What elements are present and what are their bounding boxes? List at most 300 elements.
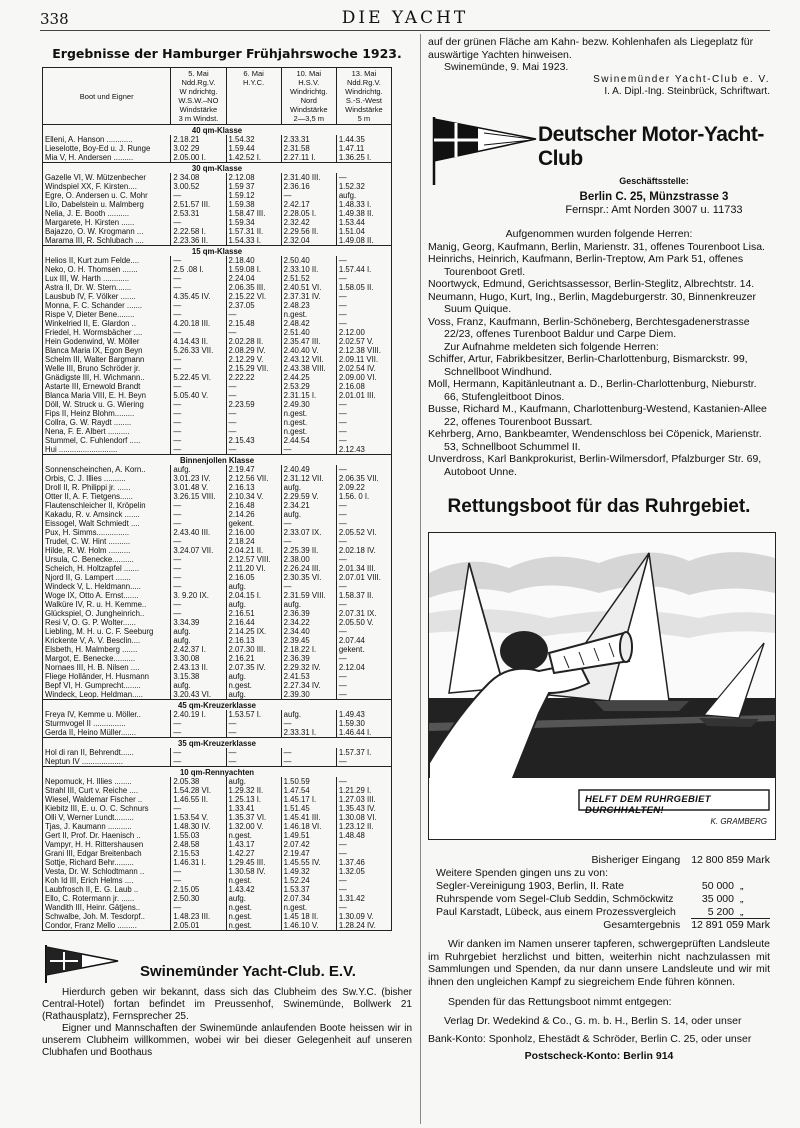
boat-owner-cell: Njord II, G. Lampert ....... <box>43 573 171 582</box>
table-row <box>43 519 392 528</box>
class-heading: 40 qm-Klasse <box>43 125 392 136</box>
race-time-cell: — <box>336 173 391 182</box>
race-time-cell: — <box>336 409 391 418</box>
race-time-cell: 2.34.40 <box>281 627 336 636</box>
race-time-cell: — <box>171 867 226 876</box>
results-body <box>43 125 392 931</box>
race-time-cell: 1.48.48 <box>336 831 391 840</box>
boat-owner-cell: Gert II, Prof. Dr. Haenisch .. <box>43 831 171 840</box>
race-time-cell: 1.53.37 <box>281 885 336 894</box>
table-row <box>43 858 392 867</box>
race-time-cell: 2.43.38 VIII. <box>281 364 336 373</box>
table-row <box>43 483 392 492</box>
table-row <box>43 382 392 391</box>
race-time-cell: 2.07.35 IV. <box>226 663 281 672</box>
race-time-cell: aufg. <box>226 690 281 700</box>
boat-owner-cell: Egre, O. Andersen u. C. Mohr <box>43 191 171 200</box>
race-time-cell: 1.35.37 VI. <box>226 813 281 822</box>
boat-owner-cell: Lilo, Dabelstein u. Malmberg <box>43 200 171 209</box>
race-time-cell: — <box>171 757 226 767</box>
race-time-cell: 2.05.50 V. <box>336 618 391 627</box>
race-time-cell: 1.57.31 II. <box>226 227 281 236</box>
boat-owner-cell: Blanca Maria IX, Egon Beyn <box>43 346 171 355</box>
race-time-cell: 2.15.05 <box>171 885 226 894</box>
table-row <box>43 144 392 153</box>
race-time-cell: 1.51.45 <box>281 804 336 813</box>
race-time-cell: aufg. <box>281 510 336 519</box>
race-time-cell: 1.36.25 I. <box>336 153 391 163</box>
dmyc-address: Berlin C. 25, Münzstrasse 3 <box>579 191 729 203</box>
table-row <box>43 265 392 274</box>
race-time-cell: 2.42.37 I. <box>171 645 226 654</box>
race-time-cell: 2.23.36 II. <box>171 236 226 246</box>
race-time-cell: 2.18.24 <box>226 537 281 546</box>
table-row <box>43 337 392 346</box>
donation-amount: 35 000 <box>701 893 734 905</box>
race-time-cell: 2.16.48 <box>226 501 281 510</box>
race-time-cell: 2.22.22 <box>226 373 281 382</box>
race-time-cell: 1.53.54 V. <box>171 813 226 822</box>
boat-owner-cell: Koh Id III, Erich Helms .... <box>43 876 171 885</box>
race-time-cell: 2.02.28 II. <box>226 337 281 346</box>
race-time-cell: aufg. <box>281 483 336 492</box>
race-time-cell: 2.36.16 <box>281 182 336 191</box>
table-row <box>43 283 392 292</box>
table-row <box>43 364 392 373</box>
boat-owner-cell: Winkelried II, E. Glardon .. <box>43 319 171 328</box>
table-row <box>43 292 392 301</box>
race-time-cell: 2.02.18 IV. <box>336 546 391 555</box>
boat-owner-cell: Neko, O. H. Thomsen ....... <box>43 265 171 274</box>
race-time-cell: 2.24.04 <box>226 274 281 283</box>
table-row <box>43 218 392 227</box>
table-row <box>43 894 392 903</box>
race-time-cell: 3.20.43 VI. <box>171 690 226 700</box>
table-row <box>43 427 392 436</box>
race-time-cell: 1.42.27 <box>226 849 281 858</box>
race-time-cell: 2.09.22 <box>336 483 391 492</box>
race-time-cell: n.gest. <box>226 876 281 885</box>
boat-owner-cell: Lux III, W. Harth ............ <box>43 274 171 283</box>
boat-owner-cell: Scheich, H. Holtzapfel ....... <box>43 564 171 573</box>
boat-owner-cell: Stummel, C. Fuhlendorf ..... <box>43 436 171 445</box>
boat-owner-cell: Bajazzo, O. W. Krogmann ... <box>43 227 171 236</box>
boat-owner-cell: Elleni, A. Hanson ............ <box>43 135 171 144</box>
table-row <box>43 645 392 654</box>
dmyc-flag-icon <box>428 115 538 185</box>
table-row <box>43 786 392 795</box>
grand-total-row <box>428 919 770 932</box>
race-time-cell: 2.05.52 VI. <box>336 528 391 537</box>
race-time-cell: 1.52.24 <box>281 876 336 885</box>
race-time-cell: — <box>336 849 391 858</box>
race-time-cell: 3.02 29 <box>171 144 226 153</box>
race-time-cell: — <box>336 465 391 474</box>
race-time-cell: 1.59.34 <box>226 218 281 227</box>
boat-owner-cell: Nornaes III, H. B. Nilsen .... <box>43 663 171 672</box>
race-time-cell: 1.35.43 IV. <box>336 804 391 813</box>
race-time-cell: 2.12.56 VII. <box>226 474 281 483</box>
boat-owner-cell: Flautenschleicher II, Kröpelin <box>43 501 171 510</box>
race-time-cell: 2.31.12 VII. <box>281 474 336 483</box>
race-time-cell: 2.07.42 <box>281 840 336 849</box>
race-time-cell: 2.05.01 <box>171 921 226 931</box>
boat-owner-cell: Krickente V, A. V. Besclin.... <box>43 636 171 645</box>
donations-receiver: Spenden für das Rettungsboot nimmt entgegen: <box>448 996 672 1008</box>
boat-owner-cell: Blanca Maria VIII, E. H. Beyn <box>43 391 171 400</box>
race-time-cell: — <box>171 409 226 418</box>
race-time-cell: 5.05.40 V. <box>171 391 226 400</box>
race-time-cell: 2.12.38 VIII. <box>336 346 391 355</box>
swc-signature-club: Swinemünder Yacht-Club e. V. <box>593 73 770 85</box>
race-time-cell: — <box>226 719 281 728</box>
race-time-cell: 3.30.08 <box>171 654 226 663</box>
race-time-cell: 1.55.03 <box>171 831 226 840</box>
boat-owner-cell: Nena, F. E. Albert .......... <box>43 427 171 436</box>
race-time-cell: 2.14.25 IX. <box>226 627 281 636</box>
race-time-cell: 2.40.40 V. <box>281 346 336 355</box>
boat-owner-cell: Gazelle VI, W. Mützenbecher <box>43 173 171 182</box>
race-time-cell: — <box>226 418 281 427</box>
table-row <box>43 710 392 719</box>
race-time-cell: n.gest. <box>226 681 281 690</box>
boat-owner-cell: Nelia, J. E. Booth .......... <box>43 209 171 218</box>
race-time-cell: 1.48.23 III. <box>171 912 226 921</box>
boat-owner-cell: Welle III, Bruno Schröder jr. <box>43 364 171 373</box>
race-time-cell: aufg. <box>171 681 226 690</box>
race-time-cell: 1.58.37 II. <box>336 591 391 600</box>
race-time-cell: aufg. <box>281 600 336 609</box>
boat-owner-cell: Liebling, M. H. u. C. F. Seeburg <box>43 627 171 636</box>
race-time-cell: 3. 9.20 IX. <box>171 591 226 600</box>
race-time-cell: — <box>336 418 391 427</box>
table-row <box>43 236 392 246</box>
boat-owner-cell: Friedel, H. Wormsbächer .... <box>43 328 171 337</box>
class-heading-row <box>43 455 392 466</box>
race-time-cell: 2.44.25 <box>281 373 336 382</box>
race-time-cell: 3.24.07 VII. <box>171 546 226 555</box>
race-time-cell: 2.16.13 <box>226 636 281 645</box>
race-time-cell: n.gest. <box>226 903 281 912</box>
page-number: 338 <box>40 10 69 28</box>
boat-owner-cell: Neptun IV ................... <box>43 757 171 767</box>
table-row <box>43 813 392 822</box>
race-time-cell: 2.19.47 <box>226 465 281 474</box>
dmyc-applied-list <box>428 353 770 478</box>
boat-owner-cell: Elsbeth, H. Malmberg ....... <box>43 645 171 654</box>
table-row <box>43 135 392 144</box>
boat-owner-cell: Kakadu, R. v. Amsinck ....... <box>43 510 171 519</box>
table-row <box>43 227 392 236</box>
class-heading: Binnenjollen Klasse <box>43 455 392 466</box>
race-time-cell: — <box>336 427 391 436</box>
rettung-title: Rettungsboot für das Ruhrgebiet. <box>447 496 751 517</box>
rettung-illustration <box>428 532 776 840</box>
race-time-cell: — <box>336 519 391 528</box>
race-time-cell: 1.50.59 <box>281 777 336 786</box>
boat-owner-cell: Bepf VI, H. Gumprecht........ <box>43 681 171 690</box>
race-time-cell: 1.48.30 IV. <box>171 822 226 831</box>
race-time-cell: n.gest. <box>226 831 281 840</box>
race-time-cell: — <box>171 328 226 337</box>
race-time-cell: — <box>171 364 226 373</box>
race-time-cell: 2.37.05 <box>226 301 281 310</box>
member-entry: Manig, Georg, Kaufmann, Berlin, Marienstr. 31, offenes Tourenboot Lisa. <box>428 240 765 253</box>
race-time-cell: — <box>171 436 226 445</box>
boat-owner-cell: Schwalbe, Joh. M. Tesdorpf.. <box>43 912 171 921</box>
boat-owner-cell: Pux, H. Simms............... <box>43 528 171 537</box>
class-heading-row <box>43 767 392 778</box>
race-time-cell: 2.12.04 <box>336 663 391 672</box>
donation-name: Segler-Vereinigung 1903, Berlin, II. Rate <box>436 880 624 892</box>
table-row <box>43 822 392 831</box>
donations-block <box>428 854 770 1062</box>
race-time-cell: 2.05.38 <box>171 777 226 786</box>
race-time-cell: — <box>171 501 226 510</box>
boat-owner-cell: Gerda II, Heino Müller....... <box>43 728 171 738</box>
race-time-cell: 1.45.17 I. <box>281 795 336 804</box>
swc-paragraph-1: Hierdurch geben wir bekannt, dass sich das Clubheim des Sw.Y.C. (bisher Central-Hotel) fortan befindet im Preussenhof, Swinemünde, Bollwerk 21 (Rathausplatz), Fernsprecher 25. <box>42 987 412 1022</box>
race-time-cell: 2.27.34 IV. <box>281 681 336 690</box>
race-time-cell: 1.29.45 III. <box>226 858 281 867</box>
class-heading: 30 qm-Klasse <box>43 163 392 174</box>
class-heading-row <box>43 125 392 136</box>
race-time-cell: 2.12.57 VIII. <box>226 555 281 564</box>
boat-owner-cell: Lausbub IV, F. Völker ....... <box>43 292 171 301</box>
race-time-cell: 2.09.11 VII. <box>336 355 391 364</box>
boat-owner-cell: Nepomuck, H. Illies ........ <box>43 777 171 786</box>
race-time-cell: 1.47.11 <box>336 144 391 153</box>
race-time-cell: 2.23.59 <box>226 400 281 409</box>
col-head-race: 5. Mai Ndd.Rg.V. W ndrichtg. W.S.W.–NO Windstärke 3 m Windst. <box>171 68 226 125</box>
boat-owner-cell: Hein Godenwind, W. Möller <box>43 337 171 346</box>
table-row <box>43 191 392 200</box>
boat-owner-cell: Margarete, H. Kirsten ...... <box>43 218 171 227</box>
swc-date: Swinemünde, 9. Mai 1923. <box>444 61 569 73</box>
boat-owner-cell: Walküre IV, R. u. H. Kemme.. <box>43 600 171 609</box>
dmyc-accepted-intro: Aufgenommen wurden folgende Herren: <box>505 228 693 240</box>
race-time-cell: aufg. <box>171 465 226 474</box>
member-entry: Voss, Franz, Kaufmann, Berlin-Schöneberg, Berchtesgadenerstrasse 22/23, offenes Turenboot Baldur und Carpe Diem. <box>428 315 750 340</box>
race-time-cell: 2.14.26 <box>226 510 281 519</box>
race-time-cell: 2.29.59 V. <box>281 492 336 501</box>
race-time-cell: 2.12.29 V. <box>226 355 281 364</box>
boat-owner-cell: Condor, Franz Mello ......... <box>43 921 171 931</box>
race-time-cell: 2.28.05 I. <box>281 209 336 218</box>
table-row <box>43 510 392 519</box>
race-time-cell: 2.01.01 III. <box>336 391 391 400</box>
race-time-cell: 2.15.22 VI. <box>226 292 281 301</box>
race-time-cell: — <box>336 672 391 681</box>
race-time-cell: — <box>281 191 336 200</box>
boat-owner-cell: Astarte III, Ernewold Brandt <box>43 382 171 391</box>
boat-owner-cell: Wandith III, Heinr. Gätjens.. <box>43 903 171 912</box>
race-time-cell: 1.46.31 I. <box>171 858 226 867</box>
race-time-cell: 2.48.58 <box>171 840 226 849</box>
table-row <box>43 831 392 840</box>
race-time-cell: 2.18.22 I. <box>281 645 336 654</box>
race-time-cell: 2.25.39 II. <box>281 546 336 555</box>
table-row <box>43 564 392 573</box>
results-header-row <box>43 68 392 125</box>
race-time-cell: — <box>336 319 391 328</box>
race-time-cell: 4.35.45 IV. <box>171 292 226 301</box>
race-time-cell: — <box>171 903 226 912</box>
boat-owner-cell: Kiebitz III, E. u. O. C. Schnurs <box>43 804 171 813</box>
boat-owner-cell: Döll, W. Struck u. G. Wiering <box>43 400 171 409</box>
table-row <box>43 777 392 786</box>
race-time-cell: n.gest. <box>281 418 336 427</box>
table-row <box>43 256 392 265</box>
table-row <box>43 436 392 445</box>
swc-paragraph-2: Eigner und Mannschaften der Swinemünde anlaufenden Boote heissen wir in unserem Clubheim willkommen, wobei wir bei dieser Gelegenheit auf unseren Clubhafen und Boothaus <box>42 1023 412 1058</box>
race-time-cell: — <box>336 292 391 301</box>
boat-owner-cell: Olli V, Werner Lundt......... <box>43 813 171 822</box>
race-time-cell: 2.12.08 <box>226 173 281 182</box>
boat-owner-cell: Monna, F. C. Schander ....... <box>43 301 171 310</box>
bank-line: Bank-Konto: Sponholz, Ehestädt & Schröder, Berlin C. 25, oder unser <box>428 1033 752 1045</box>
donation-name: Paul Karstadt, Lübeck, aus einem Prozessvergleich <box>436 906 676 918</box>
race-time-cell: — <box>336 885 391 894</box>
race-time-cell: gekent. <box>226 519 281 528</box>
race-time-cell: 2.07.30 III. <box>226 645 281 654</box>
race-time-cell: 2.16.13 <box>226 483 281 492</box>
race-time-cell: 1.58.05 II. <box>336 283 391 292</box>
race-time-cell: 2.40.19 I. <box>171 710 226 719</box>
race-time-cell: — <box>336 681 391 690</box>
member-entry: Noortwyck, Edmund, Gerichtsassessor, Berlin-Steglitz, Albrechtstr. 14. <box>428 278 755 290</box>
race-time-cell: — <box>171 609 226 618</box>
race-time-cell: 2.53.29 <box>281 382 336 391</box>
table-row <box>43 903 392 912</box>
race-time-cell: 2.43.40 III. <box>171 528 226 537</box>
race-time-cell: 2.02.54 IV. <box>336 364 391 373</box>
race-time-cell: 1.46.44 I. <box>336 728 391 738</box>
race-time-cell: — <box>281 582 336 591</box>
boat-owner-cell: Rispe V, Dieter Bene........ <box>43 310 171 319</box>
race-time-cell: — <box>281 748 336 757</box>
table-row <box>43 173 392 182</box>
race-time-cell: — <box>171 537 226 546</box>
race-time-cell: aufg. <box>226 777 281 786</box>
race-time-cell: — <box>336 903 391 912</box>
table-row <box>43 200 392 209</box>
race-time-cell: 1.33.41 <box>226 804 281 813</box>
race-time-cell: 2.29.32 IV. <box>281 663 336 672</box>
race-time-cell: — <box>281 719 336 728</box>
boat-owner-cell: Eissogel, Walt Schmiedt .... <box>43 519 171 528</box>
donation-list <box>428 880 770 919</box>
boat-owner-cell: Windeck V, L. Heldmann..... <box>43 582 171 591</box>
table-row <box>43 627 392 636</box>
race-time-cell: 2.19.47 <box>281 849 336 858</box>
race-time-cell: 2.41.53 <box>281 672 336 681</box>
table-row <box>43 528 392 537</box>
race-time-cell: — <box>336 876 391 885</box>
race-time-cell: 1.53.57 I. <box>226 710 281 719</box>
table-row <box>43 690 392 700</box>
race-time-cell: n.gest. <box>281 310 336 319</box>
race-time-cell: 2.31.58 <box>281 144 336 153</box>
race-time-cell: 1.37.46 <box>336 858 391 867</box>
race-time-cell: 1.45.41 III. <box>281 813 336 822</box>
class-heading: 15 qm-Klasse <box>43 246 392 257</box>
race-time-cell: — <box>171 719 226 728</box>
boat-owner-cell: Freya IV, Kemme u. Möller.. <box>43 710 171 719</box>
race-time-cell: — <box>336 537 391 546</box>
race-time-cell: 2.30.35 VI. <box>281 573 336 582</box>
table-row <box>43 546 392 555</box>
race-time-cell: 2.51.57 III. <box>171 200 226 209</box>
race-time-cell: 1.45 18 II. <box>281 912 336 921</box>
race-time-cell: 1.28.24 IV. <box>336 921 391 931</box>
table-row <box>43 840 392 849</box>
race-time-cell: 2.50.30 <box>171 894 226 903</box>
table-row <box>43 465 392 474</box>
race-time-cell: 2.42.17 <box>281 200 336 209</box>
race-time-cell: — <box>226 382 281 391</box>
race-time-cell: 1.23.12 II. <box>336 822 391 831</box>
race-time-cell: n.gest. <box>281 903 336 912</box>
race-time-cell: 2.29.56 II. <box>281 227 336 236</box>
swc-heading <box>42 943 412 983</box>
race-time-cell: 1.56. 0 I. <box>336 492 391 501</box>
race-time-cell: 1.45.55 IV. <box>281 858 336 867</box>
boat-owner-cell: Ursula, C. Benecke.......... <box>43 555 171 564</box>
postcheck-line: Postscheck-Konto: Berlin 914 <box>524 1049 674 1062</box>
race-time-cell: — <box>336 436 391 445</box>
col-head-name: Boot und Eigner <box>43 68 171 125</box>
table-row <box>43 654 392 663</box>
race-time-cell: — <box>336 777 391 786</box>
race-time-cell: 2.11.20 VI. <box>226 564 281 573</box>
table-row <box>43 912 392 921</box>
table-row <box>43 582 392 591</box>
dmyc-applied-intro: Zur Aufnahme meldeten sich folgende Herren: <box>444 340 659 353</box>
table-row <box>43 795 392 804</box>
race-time-cell: 4.20.18 III. <box>171 319 226 328</box>
table-row <box>43 400 392 409</box>
boat-owner-cell: Marama III, R. Schlubach .... <box>43 236 171 246</box>
race-time-cell: 2.06.35 III. <box>226 283 281 292</box>
race-time-cell: 1.29.32 II. <box>226 786 281 795</box>
race-time-cell: 2.40.49 <box>281 465 336 474</box>
race-time-cell: — <box>226 310 281 319</box>
right-column <box>428 36 770 1062</box>
table-row <box>43 182 392 191</box>
race-time-cell: 2.43.13 II. <box>171 663 226 672</box>
class-heading-row <box>43 163 392 174</box>
race-time-cell: — <box>336 582 391 591</box>
race-time-cell: 2.38.00 <box>281 555 336 564</box>
race-time-cell: — <box>281 757 336 767</box>
race-time-cell: 1.54.32 <box>226 135 281 144</box>
member-entry: Kehrberg, Arno, Bankbeamter, Wendenschloss bei Cöpenick, Marienstr. 53, Schnellboot Schummel II. <box>428 428 762 453</box>
race-time-cell: 1.51.04 <box>336 227 391 236</box>
race-time-cell: 2.04.21 II. <box>226 546 281 555</box>
class-heading-row <box>43 738 392 749</box>
race-time-cell: 4.14.43 II. <box>171 337 226 346</box>
race-time-cell: — <box>171 218 226 227</box>
race-time-cell: — <box>171 418 226 427</box>
race-time-cell: — <box>336 757 391 767</box>
race-time-cell: 1.58.47 III. <box>226 209 281 218</box>
race-time-cell: 2.12.00 <box>336 328 391 337</box>
table-row <box>43 355 392 364</box>
boat-owner-cell: Sturmvogel II ............... <box>43 719 171 728</box>
table-row <box>43 719 392 728</box>
col-head-race: 13. Mai Ndd.Rg.V. Windrichtg. S.-S.-West Windstärke 5 m <box>336 68 391 125</box>
